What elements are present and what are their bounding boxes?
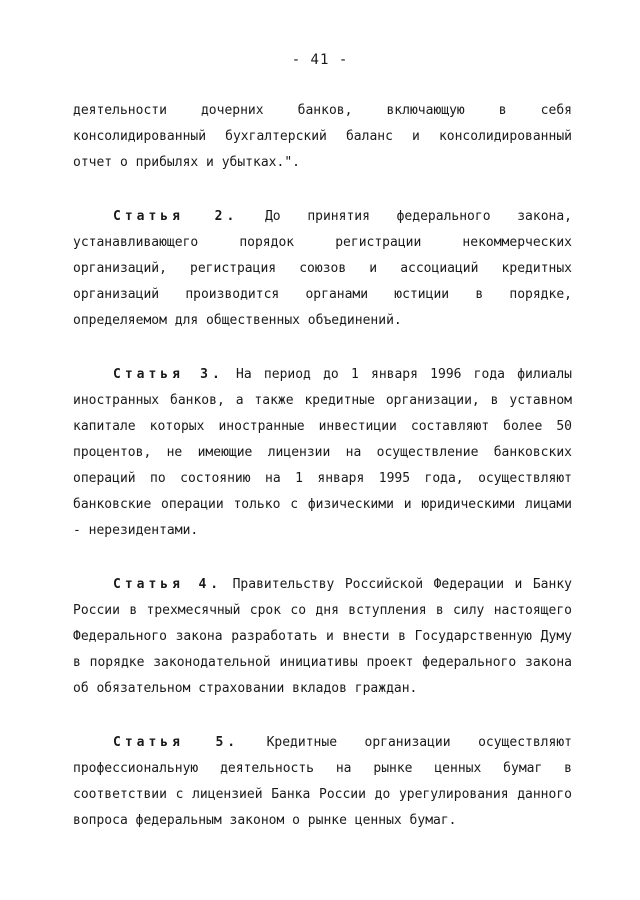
article-2-title: Статья 2. [113, 209, 239, 224]
article-5-paragraph [73, 730, 572, 834]
article-3-text: На период до 1 января 1996 года филиалы иностранных банков, а также кредитные организации, в уставном капитале которых иностранные инвестиции составляют более 50 процентов, не имеющие лицензии на осуществление банковских операций по состоянию на 1 января 1995 года, осуществляют банковские операции только с физическими и юридическими лицами - нерезидентами. [73, 367, 572, 538]
intro-text: деятельности дочерних банков, включающую в себя консолидированный бухгалтерский баланс и консолидированный отчет о прибылях и убытках.". [73, 103, 572, 170]
article-3-title: Статья 3. [113, 367, 224, 382]
article-3-paragraph [73, 362, 572, 544]
article-4-text: Правительству Российской Федерации и Банку России в трехмесячный срок со дня вступления в силу настоящего Федерального закона разработать и внести в Государственную Думу в порядке законодательной инициативы проект федерального закона об обязательном страховании вкладов граждан. [73, 577, 572, 696]
intro-paragraph [73, 98, 572, 176]
article-2-paragraph [73, 204, 572, 334]
article-5-title: Статья 5. [113, 735, 240, 750]
article-2-text: До принятия федерального закона, устанавливающего порядок регистрации некоммерческих организаций, регистрация союзов и ассоциаций кредитных организаций производится органами юстиции в порядке, определяемом для общественных объединений. [73, 209, 572, 328]
article-5-text: Кредитные организации осуществляют профессиональную деятельность на рынке ценных бумаг в соответствии с лицензией Банка России до урегулирования данного вопроса федеральным законом о рынке ценных бумаг. [73, 735, 572, 828]
article-4-paragraph [73, 572, 572, 702]
page-number: - 41 - [291, 52, 349, 68]
article-4-title: Статья 4. [113, 577, 223, 592]
document-body [73, 98, 572, 834]
